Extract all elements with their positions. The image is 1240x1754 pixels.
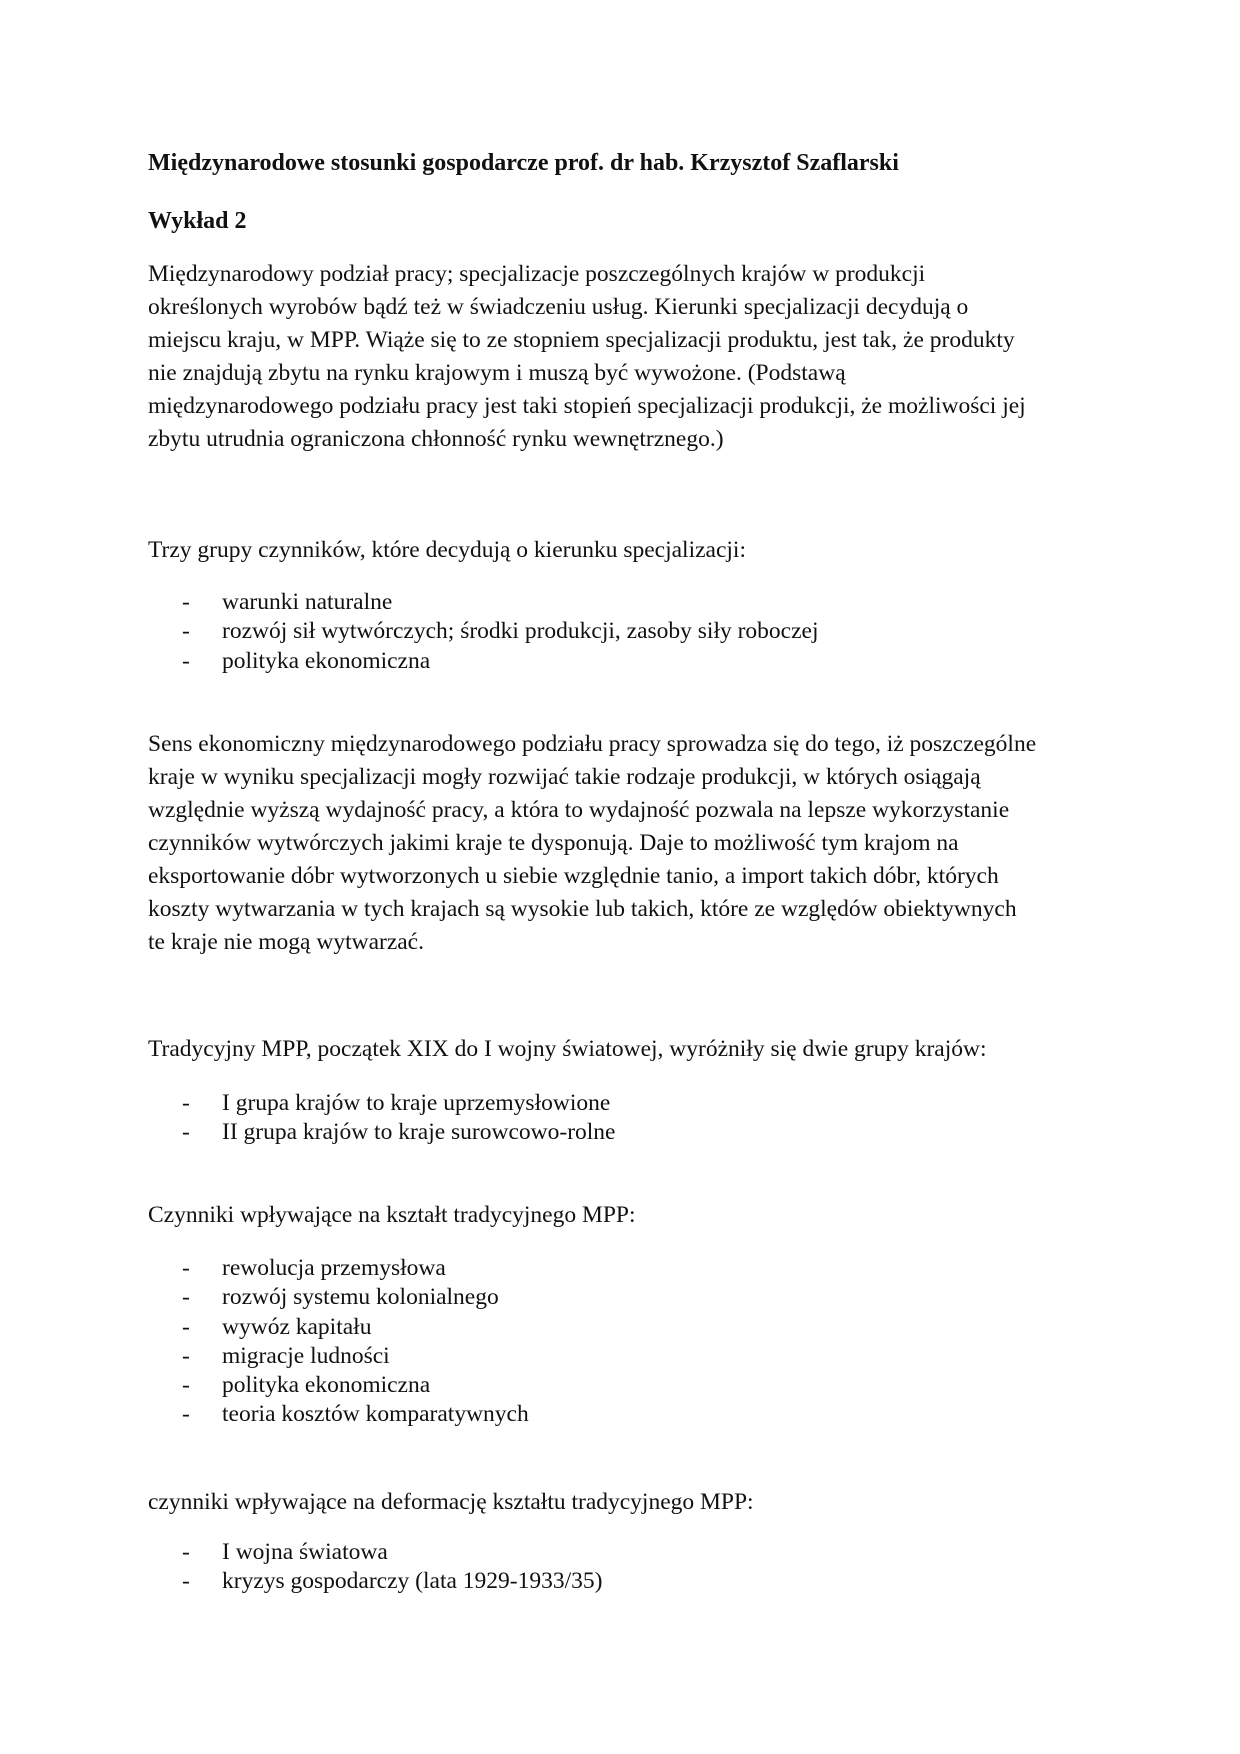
text-line: Sens ekonomiczny międzynarodowego podziału pracy sprowadza się do tego, iż poszczególne xyxy=(148,731,1037,757)
list-item xyxy=(148,1254,529,1283)
bullet-dash: - xyxy=(182,1255,190,1281)
list-item-text: teoria kosztów komparatywnych xyxy=(222,1401,529,1428)
list-item xyxy=(148,1371,529,1400)
list-item xyxy=(148,1567,602,1596)
text-line: kraje w wyniku specjalizacji mogły rozwijać takie rodzaje produkcji, w których osiągają xyxy=(148,764,981,790)
list-item-text: rozwój sił wytwórczych; środki produkcji, zasoby siły roboczej xyxy=(222,618,819,645)
bullet-dash: - xyxy=(182,1313,190,1340)
text-line: Międzynarodowy podział pracy; specjalizacje poszczególnych krajów w produkcji xyxy=(148,261,926,287)
bullet-dash: - xyxy=(182,1090,190,1116)
list-item xyxy=(148,1538,602,1567)
bullet-dash: - xyxy=(182,647,190,674)
bullet-dash: - xyxy=(182,1568,190,1595)
paragraph-economic-sense xyxy=(148,728,1098,959)
list-item xyxy=(148,1342,529,1371)
text-line: Tradycyjny MPP, początek XIX do I wojny światowej, wyróżniły się dwie grupy krajów: xyxy=(148,1036,987,1062)
list-item-text: wywóz kapitału xyxy=(222,1313,372,1340)
paragraph-deformation-factors xyxy=(148,1486,1098,1519)
text-line: te kraje nie mogą wytwarzać. xyxy=(148,929,424,955)
list-item xyxy=(148,1118,616,1147)
text-line: Czynniki wpływające na kształt tradycyjnego MPP: xyxy=(148,1202,636,1228)
bullet-dash: - xyxy=(182,1539,190,1565)
list-item xyxy=(148,1089,616,1118)
list-item-text: rewolucja przemysłowa xyxy=(222,1255,446,1281)
list-item xyxy=(148,1400,529,1429)
text-line: czynniki wpływające na deformację kształtu tradycyjnego MPP: xyxy=(148,1489,754,1515)
paragraph-intro xyxy=(148,258,1098,456)
list-item xyxy=(148,588,819,617)
list-item xyxy=(148,647,819,676)
list-item xyxy=(148,617,819,646)
lecture-subtitle: Wykład 2 xyxy=(148,208,247,234)
text-line: czynników wytwórczych jakimi kraje te dysponują. Daje to możliwość tym krajom na xyxy=(148,830,959,856)
list-item-text: I wojna światowa xyxy=(222,1539,388,1565)
bullet-dash: - xyxy=(182,1342,190,1369)
list-item-text: rozwój systemu kolonialnego xyxy=(222,1284,499,1311)
paragraph-traditional-mpp xyxy=(148,1033,1098,1066)
bullet-dash: - xyxy=(182,589,190,615)
list-item-text: warunki naturalne xyxy=(222,589,393,615)
text-line: nie znajdują zbytu na rynku krajowym i muszą być wywożone. (Podstawą xyxy=(148,360,846,386)
bullet-dash: - xyxy=(182,1284,190,1311)
text-line: eksportowanie dóbr wytworzonych u siebie względnie tanio, a import takich dóbr, których xyxy=(148,863,999,889)
text-line: zbytu utrudnia ograniczona chłonność rynku wewnętrznego.) xyxy=(148,426,724,452)
text-line: koszty wytwarzania w tych krajach są wysokie lub takich, które ze względów obiektywnych xyxy=(148,896,1017,922)
shape-factors-list xyxy=(148,1254,529,1430)
document-title: Międzynarodowe stosunki gospodarcze prof. dr hab. Krzysztof Szaflarski xyxy=(148,150,899,176)
list-item-text: kryzys gospodarczy (lata 1929-1933/35) xyxy=(222,1568,603,1595)
text-line: miejscu kraju, w MPP. Wiąże się to ze stopniem specjalizacji produktu, jest tak, że produkty xyxy=(148,327,1015,353)
text-line: Trzy grupy czynników, które decydują o kierunku specjalizacji: xyxy=(148,537,746,563)
text-line: międzynarodowego podziału pracy jest taki stopień specjalizacji produkcji, że możliwości jej xyxy=(148,393,1026,419)
country-groups-list xyxy=(148,1089,616,1148)
factor-groups-list xyxy=(148,588,819,676)
list-item-text: polityka ekonomiczna xyxy=(222,1372,431,1399)
list-item-text: I grupa krajów to kraje uprzemysłowione xyxy=(222,1090,611,1116)
bullet-dash: - xyxy=(182,618,190,645)
list-item-text: migracje ludności xyxy=(222,1342,390,1369)
text-line: względnie wyższą wydajność pracy, a która to wydajność pozwala na lepsze wykorzystanie xyxy=(148,797,1010,823)
list-item xyxy=(148,1313,529,1342)
paragraph-factor-groups xyxy=(148,534,1098,567)
list-item-text: II grupa krajów to kraje surowcowo-rolne xyxy=(222,1119,616,1146)
paragraph-shape-factors xyxy=(148,1199,1098,1232)
bullet-dash: - xyxy=(182,1401,190,1428)
deformation-factors-list xyxy=(148,1538,602,1597)
bullet-dash: - xyxy=(182,1372,190,1399)
list-item-text: polityka ekonomiczna xyxy=(222,647,431,674)
bullet-dash: - xyxy=(182,1119,190,1146)
text-line: określonych wyrobów bądź też w świadczeniu usług. Kierunki specjalizacji decydują o xyxy=(148,294,969,320)
list-item xyxy=(148,1283,529,1312)
